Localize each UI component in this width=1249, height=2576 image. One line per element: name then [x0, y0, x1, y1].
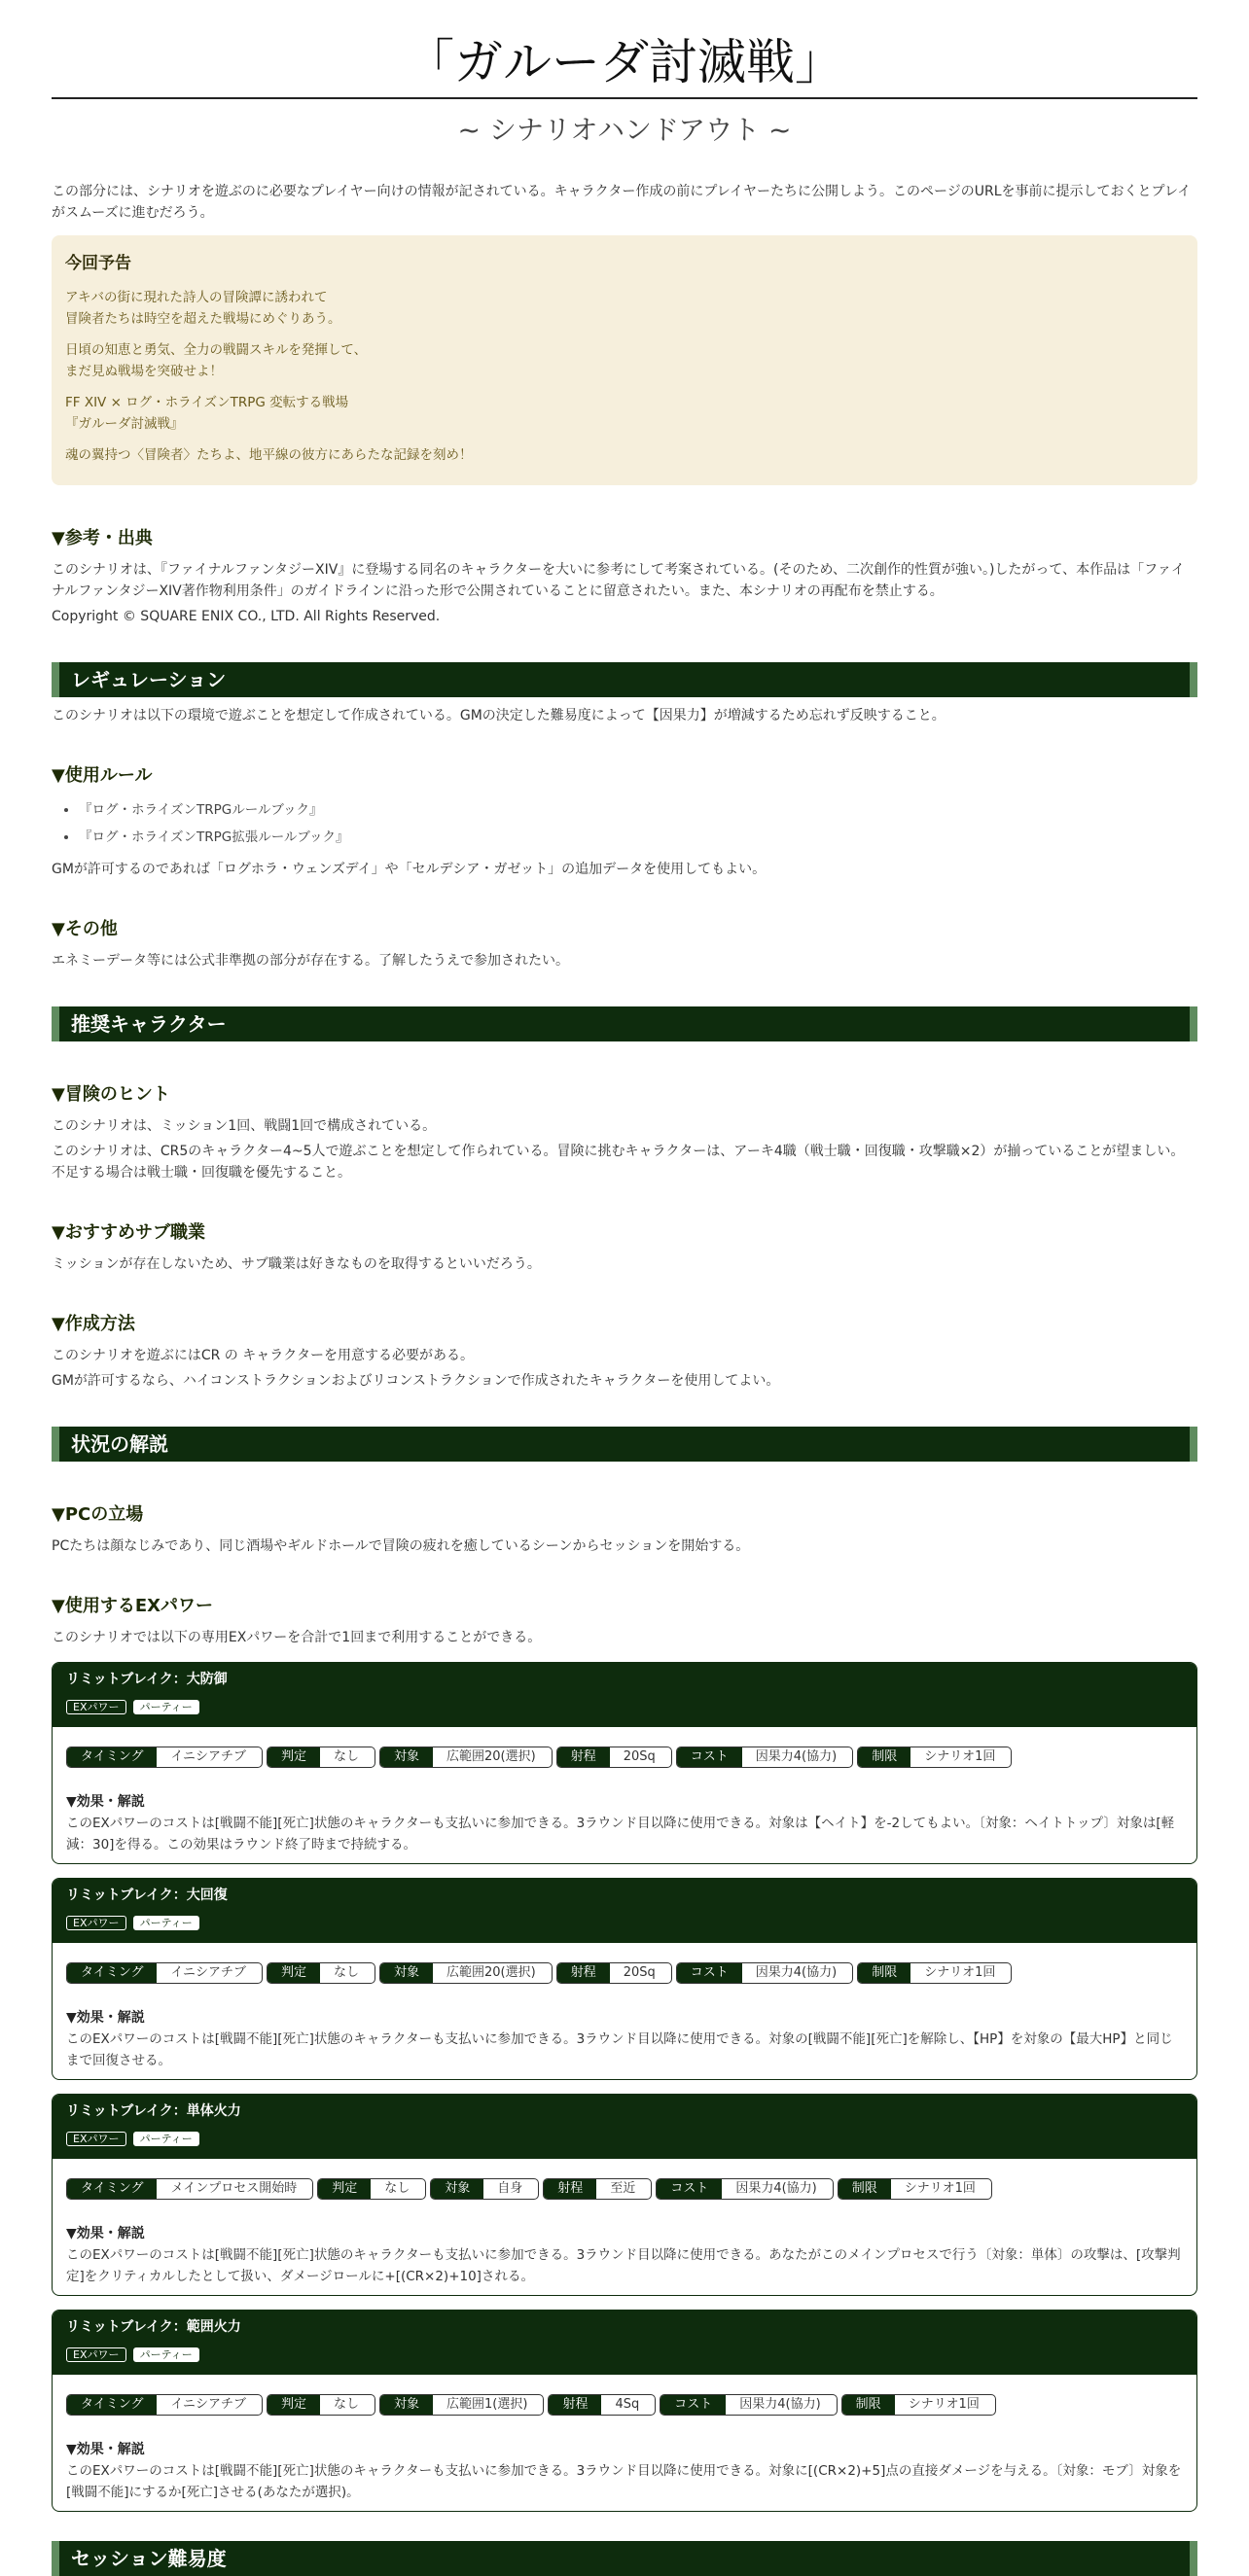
subclass-heading: ▼おすすめサブ職業	[52, 1222, 206, 1243]
stat-key: 対象	[380, 1963, 433, 1983]
ex-power-body	[53, 2375, 1196, 2511]
stat-value: なし	[384, 2181, 410, 2196]
ex-power-tags	[66, 1912, 1183, 1930]
stat-value: 20Sq	[623, 1965, 656, 1980]
stat-value: イニシアチブ	[170, 1965, 246, 1980]
stat-value: メインプロセス開始時	[170, 2181, 298, 2196]
page-subtitle: ~ シナリオハンドアウト ~	[457, 114, 792, 146]
stat-box	[317, 2178, 426, 2200]
stat-value: 広範囲20(選択)	[446, 1749, 536, 1764]
stat-box	[556, 1747, 672, 1768]
other-text: エネミーデータ等には公式非準拠の部分が存在する。了解したうえで参加されたい。	[52, 953, 569, 969]
stat-key: タイミング	[67, 2395, 157, 2415]
stat-box	[556, 1962, 672, 1984]
stat-box	[267, 1962, 375, 1984]
ex-power-card	[52, 2094, 1197, 2296]
tag-ex-power: EXパワー	[66, 1700, 126, 1714]
stat-value: なし	[333, 1749, 359, 1764]
stat-box	[543, 2178, 652, 2200]
ex-power-body	[53, 2159, 1196, 2295]
ex-power-header	[53, 1663, 1196, 1727]
stat-box	[430, 2178, 539, 2200]
section-difficulty: セッション難易度	[52, 2541, 1197, 2576]
stat-box	[267, 1747, 375, 1768]
ex-power-title: リミットブレイク：大防御	[66, 1672, 228, 1687]
tag-ex-power: EXパワー	[66, 2132, 126, 2146]
stat-value: シナリオ1回	[924, 1965, 996, 1980]
stat-value: 至近	[610, 2181, 636, 2196]
effect-heading: ▼効果・解説	[66, 2226, 145, 2241]
ex-heading: ▼使用するEXパワー	[52, 1596, 214, 1616]
ex-power-card	[52, 2310, 1197, 2512]
stat-key: タイミング	[67, 1747, 157, 1767]
stat-box	[379, 1962, 553, 1984]
create-text: GMが許可するなら、ハイコンストラクションおよびリコンストラクションで作成されたキャラクターを使用してよい。	[52, 1373, 780, 1389]
notice-paragraph: 日頃の知恵と勇気、全力の戦闘スキルを発揮して、 まだ見ぬ戦場を突破せよ！	[65, 342, 368, 379]
stat-box	[676, 1962, 853, 1984]
effect-text: このEXパワーのコストは[戦闘不能][死亡]状態のキャラクターも支払いに参加できる。3ラウンド目以降に使用できる。対象の[戦闘不能][死亡]を解除し、【HP】を対象の【最大HP】と同じまで回復させる。	[66, 2031, 1173, 2068]
ex-power-title: リミットブレイク：単体火力	[66, 2103, 241, 2119]
pc-heading: ▼PCの立場	[52, 1504, 144, 1525]
reference-text: このシナリオは、『ファイナルファンタジーXIV』に登場する同名のキャラクターを大いに参考にして考案されている。(そのため、二次創作的性質が強い。)したがって、本作品は「ファイナルファンタジーXIV著作物利用条件」のガイドラインに沿った形で公開されていることに留意されたい。また、本シナリオの再配布を禁止する。	[52, 562, 1185, 599]
stat-value: 因果力4(協力)	[739, 2397, 821, 2412]
stat-value: シナリオ1回	[908, 2397, 980, 2412]
ex-power-title: リミットブレイク：範囲火力	[66, 2319, 241, 2335]
list-item: • 『ログ・ホライズンTRPGルールブック』	[79, 796, 1197, 824]
ex-power-stats	[66, 1962, 1183, 1984]
stat-key: コスト	[657, 2179, 722, 2199]
section-recommended: 推奨キャラクター	[52, 1006, 1197, 1041]
section-situation: 状況の解説	[52, 1427, 1197, 1462]
stat-key: タイミング	[67, 1963, 157, 1983]
stat-value: イニシアチブ	[170, 1749, 246, 1764]
stat-box	[379, 2394, 544, 2416]
hint-heading: ▼冒険のヒント	[52, 1084, 170, 1105]
ex-power-title: リミットブレイク：大回復	[66, 1888, 228, 1903]
hint-text: このシナリオは、ミッション1回、戦闘1回で構成されている。	[52, 1118, 437, 1134]
stat-key: コスト	[677, 1747, 742, 1767]
stat-box	[841, 2394, 996, 2416]
stat-box	[379, 1747, 553, 1768]
create-heading: ▼作成方法	[52, 1314, 135, 1334]
stat-value: なし	[333, 2397, 359, 2412]
ex-power-card	[52, 1662, 1197, 1864]
tag-party: パーティー	[133, 1916, 199, 1930]
stat-box	[66, 1962, 263, 1984]
stat-box	[267, 2394, 375, 2416]
stat-value: 自身	[497, 2181, 523, 2196]
stat-value: イニシアチブ	[170, 2397, 246, 2412]
ex-power-tags	[66, 1696, 1183, 1714]
stat-value: 因果力4(協力)	[755, 1749, 838, 1764]
stat-key: 射程	[544, 2179, 596, 2199]
stat-key: タイミング	[67, 2179, 157, 2199]
ex-power-stats	[66, 2178, 1183, 2200]
stat-box	[660, 2394, 837, 2416]
regulation-text: このシナリオは以下の環境で遊ぶことを想定して作成されている。GMの決定した難易度によって【因果力】が増減するため忘れず反映すること。	[52, 708, 946, 723]
ex-power-card	[52, 1878, 1197, 2080]
stat-value: 因果力4(協力)	[735, 2181, 817, 2196]
effect-heading: ▼効果・解説	[66, 2442, 145, 2457]
ex-power-stats	[66, 1747, 1183, 1768]
list-item: • 『ログ・ホライズンTRPG拡張ルールブック』	[79, 824, 1197, 851]
ex-power-header	[53, 2311, 1196, 2375]
stat-value: 4Sq	[615, 2397, 640, 2412]
rules-heading: ▼使用ルール	[52, 765, 153, 786]
stat-box	[857, 1747, 1012, 1768]
copyright-text: Copyright © SQUARE ENIX CO., LTD. All Rights Reserved.	[52, 609, 441, 624]
rules-list	[52, 796, 1197, 851]
stat-value: 広範囲1(選択)	[446, 2397, 528, 2412]
page	[52, 0, 1197, 2576]
stat-value: なし	[333, 1965, 359, 1980]
stat-key: コスト	[660, 2395, 726, 2415]
stat-key: 対象	[380, 2395, 433, 2415]
ex-power-header	[53, 1879, 1196, 1943]
stat-box	[857, 1962, 1012, 1984]
stat-key: 対象	[431, 2179, 483, 2199]
stat-key: 制限	[842, 2395, 895, 2415]
stat-key: 射程	[549, 2395, 601, 2415]
stat-box	[548, 2394, 656, 2416]
hint-text: このシナリオは、CR5のキャラクター4~5人で遊ぶことを想定して作られている。冒険に挑むキャラクターは、アーキ4職（戦士職・回復職・攻撃職×2）が揃っていることが望ましい。不足する場合は戦士職・回復職を優先すること。	[52, 1144, 1185, 1181]
ex-power-tags	[66, 2344, 1183, 2362]
stat-key: 射程	[557, 1963, 610, 1983]
effect-text: このEXパワーのコストは[戦闘不能][死亡]状態のキャラクターも支払いに参加できる。3ラウンド目以降に使用できる。対象に[(CR×2)+5]点の直接ダメージを与える。〔対象：モブ〕対象を[戦闘不能]にするか[死亡]させる(あなたが選択)。	[66, 2463, 1182, 2500]
pc-text: PCたちは顔なじみであり、同じ酒場やギルドホールで冒険の疲れを癒しているシーンからセッションを開始する。	[52, 1538, 750, 1554]
rules-note: GMが許可するのであれば「ログホラ・ウェンズデイ」や「セルデシア・ガゼット」の追加データを使用してもよい。	[52, 862, 767, 877]
ex-power-body	[53, 1943, 1196, 2079]
section-regulation: レギュレーション	[52, 662, 1197, 697]
effect-text: このEXパワーのコストは[戦闘不能][死亡]状態のキャラクターも支払いに参加できる。3ラウンド目以降に使用できる。あなたがこのメインプロセスで行う〔対象：単体〕の攻撃は、[攻撃判定]をクリティカルしたとして扱い、ダメージロールに+[(CR×2)+10]される。	[66, 2247, 1181, 2284]
tag-party: パーティー	[133, 2132, 199, 2146]
stat-key: 対象	[380, 1747, 433, 1767]
stat-key: 射程	[557, 1747, 610, 1767]
ex-power-tags	[66, 2128, 1183, 2146]
stat-value: シナリオ1回	[904, 2181, 976, 2196]
notice-paragraph: 魂の翼持つ〈冒険者〉たちよ、地平線の彼方にあらたな記録を刻め！	[65, 447, 473, 463]
stat-box	[838, 2178, 992, 2200]
stat-box	[66, 2178, 313, 2200]
stat-value: 広範囲20(選択)	[446, 1965, 536, 1980]
stat-key: 制限	[858, 1963, 910, 1983]
ex-power-stats	[66, 2394, 1183, 2416]
effect-heading: ▼効果・解説	[66, 2010, 145, 2026]
stat-value: 20Sq	[623, 1749, 656, 1764]
notice-box	[52, 235, 1197, 485]
page-title: 「ガルーダ討滅戦」	[52, 31, 1197, 99]
intro-text: この部分には、シナリオを遊ぶのに必要なプレイヤー向けの情報が記されている。キャラクター作成の前にプレイヤーたちに公開しよう。このページのURLを事前に提示しておくとプレイがスムーズに進むだろう。	[52, 184, 1192, 221]
tag-ex-power: EXパワー	[66, 2347, 126, 2362]
stat-key: 判定	[268, 2395, 320, 2415]
ex-power-body	[53, 1727, 1196, 1863]
stat-key: コスト	[677, 1963, 742, 1983]
tag-ex-power: EXパワー	[66, 1916, 126, 1930]
stat-box	[676, 1747, 853, 1768]
stat-box	[656, 2178, 833, 2200]
stat-value: 因果力4(協力)	[755, 1965, 838, 1980]
tag-party: パーティー	[133, 2347, 199, 2362]
effect-text: このEXパワーのコストは[戦闘不能][死亡]状態のキャラクターも支払いに参加できる。3ラウンド目以降に使用できる。対象は【ヘイト】を-2してもよい。〔対象：ヘイトトップ〕対象は[軽減：30]を得る。この効果はラウンド終了時まで持続する。	[66, 1816, 1175, 1853]
ex-power-header	[53, 2095, 1196, 2159]
stat-value: シナリオ1回	[924, 1749, 996, 1764]
tag-party: パーティー	[133, 1700, 199, 1714]
notice-title: 今回予告	[65, 254, 131, 273]
stat-box	[66, 1747, 263, 1768]
notice-paragraph: FF XIV × ログ・ホライズンTRPG 変転する戦場 『ガルーダ討滅戦』	[65, 395, 349, 432]
other-heading: ▼その他	[52, 919, 118, 939]
stat-box	[66, 2394, 263, 2416]
reference-heading: ▼参考・出典	[52, 528, 153, 548]
stat-key: 判定	[268, 1963, 320, 1983]
effect-heading: ▼効果・解説	[66, 1794, 145, 1810]
notice-paragraph: アキバの街に現れた詩人の冒険譚に誘われて 冒険者たちは時空を超えた戦場にめぐりあう。	[65, 290, 341, 327]
create-text: このシナリオを遊ぶにはCR の キャラクターを用意する必要がある。	[52, 1348, 474, 1363]
stat-key: 制限	[858, 1747, 910, 1767]
stat-key: 判定	[268, 1747, 320, 1767]
subclass-text: ミッションが存在しないため、サブ職業は好きなものを取得するといいだろう。	[52, 1256, 541, 1272]
stat-key: 制限	[839, 2179, 891, 2199]
stat-key: 判定	[318, 2179, 371, 2199]
ex-power-list	[52, 1662, 1197, 2512]
ex-text: このシナリオでは以下の専用EXパワーを合計で1回まで利用することができる。	[52, 1630, 542, 1645]
